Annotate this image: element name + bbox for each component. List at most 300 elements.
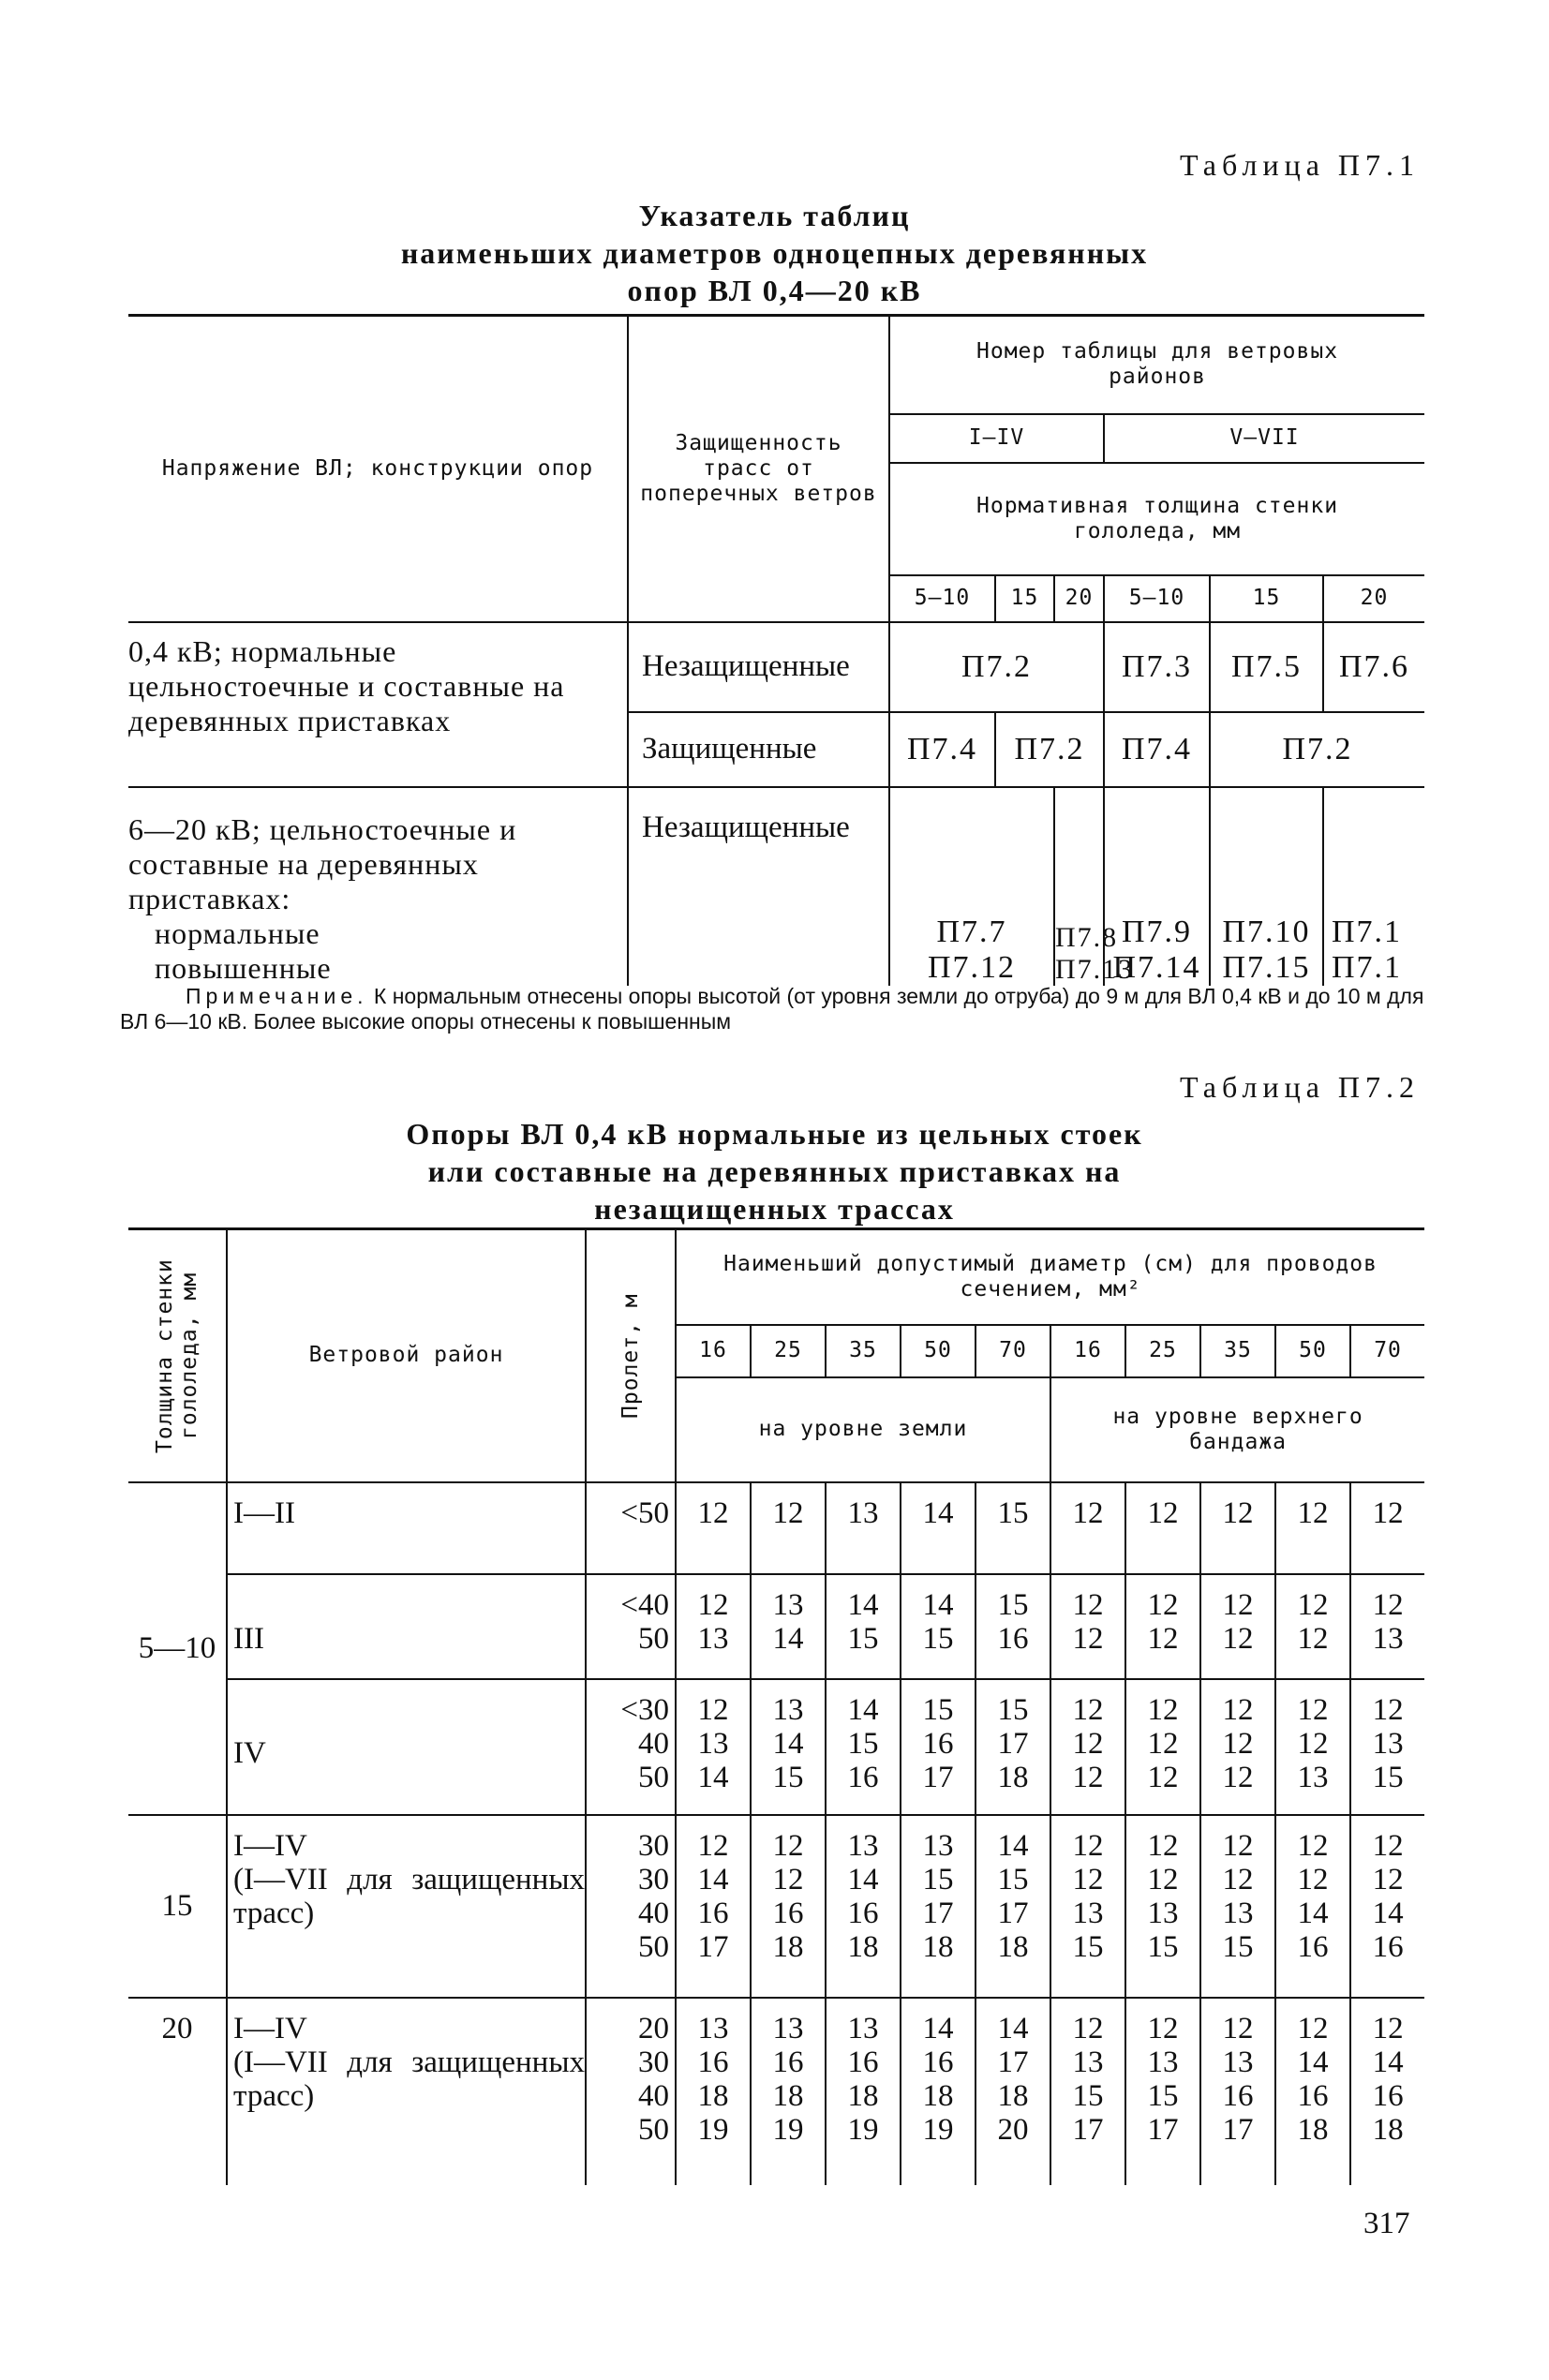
table-label: Таблица П7.1 xyxy=(1180,148,1420,182)
diameter-cell xyxy=(1200,1574,1275,1679)
span-value: <50 xyxy=(620,1495,669,1530)
table-ref-pair xyxy=(1054,787,1135,986)
diameter-value: 17 xyxy=(922,1760,954,1794)
diameter-value: 19 xyxy=(847,2112,879,2147)
diameter-value: 12 xyxy=(1297,1862,1329,1897)
diameter-cell xyxy=(826,1574,901,1679)
table-note xyxy=(120,984,1427,1034)
section-header: 70 xyxy=(976,1325,1050,1377)
diameter-cell xyxy=(1200,1998,1275,2185)
span-value: 40 xyxy=(638,1726,669,1761)
ice-value: 15 xyxy=(1210,575,1323,622)
diameter-value: 18 xyxy=(847,1929,879,1964)
diameter-cell xyxy=(751,1482,826,1574)
title-line: опор ВЛ 0,4—20 кВ xyxy=(627,274,922,307)
span-value: 30 xyxy=(638,2045,669,2079)
table-ref-pair xyxy=(1104,787,1210,986)
table-ref: П7.9 xyxy=(1121,914,1193,949)
span-value: 50 xyxy=(638,2112,669,2147)
diameter-value: 18 xyxy=(922,2078,954,2113)
diameter-value: 12 xyxy=(1072,1828,1104,1863)
header-region-a: I—IV xyxy=(889,414,1104,463)
diameter-value: 17 xyxy=(1147,2112,1179,2147)
region-cell xyxy=(227,1815,586,1998)
diameter-value: 16 xyxy=(1297,2078,1329,2113)
diameter-value: 12 xyxy=(1372,1587,1404,1622)
table-ref: П7.13 xyxy=(1055,953,1135,985)
diameter-value: 12 xyxy=(697,1587,729,1622)
table-ref: П7.8 xyxy=(1055,921,1119,953)
region-text: I—II xyxy=(233,1495,295,1530)
table-title xyxy=(0,1115,1549,1227)
group-text: 6—20 кВ; цельностоечные и составные на деревянных приставках: xyxy=(128,811,517,915)
section-header: 35 xyxy=(826,1325,901,1377)
diameter-value: 13 xyxy=(1072,1896,1104,1930)
diameter-value: 12 xyxy=(1147,1726,1179,1761)
diameter-value: 12 xyxy=(1072,1621,1104,1656)
diameter-value: 18 xyxy=(697,2078,729,2113)
diameter-value: 15 xyxy=(1372,1760,1404,1794)
span-value: 50 xyxy=(638,1621,669,1656)
diameter-value: 12 xyxy=(772,1862,804,1897)
diameter-value: 12 xyxy=(1072,1760,1104,1794)
region-cell xyxy=(227,1679,586,1815)
table-ref-pair xyxy=(889,787,1054,986)
diameter-cell xyxy=(901,1482,976,1574)
diameter-value: 16 xyxy=(847,1760,879,1794)
diameter-value: 17 xyxy=(997,1896,1029,1930)
diameter-value: 12 xyxy=(1147,1621,1179,1656)
diameter-value: 14 xyxy=(847,1862,879,1897)
diameter-value: 12 xyxy=(1147,1862,1179,1897)
section-header: 25 xyxy=(1125,1325,1200,1377)
diameter-cell xyxy=(901,1998,976,2185)
diameter-value: 16 xyxy=(1372,2078,1404,2113)
diameter-value: 15 xyxy=(922,1692,954,1727)
diameter-value: 18 xyxy=(772,2078,804,2113)
diameter-value: 18 xyxy=(1372,2112,1404,2147)
diameter-value: 12 xyxy=(1372,1692,1404,1727)
diameter-value: 18 xyxy=(1297,2112,1329,2147)
diameter-value: 15 xyxy=(1072,2078,1104,2113)
diameter-value: 15 xyxy=(772,1760,804,1794)
diameter-cell xyxy=(1050,1998,1125,2185)
diameter-value: 16 xyxy=(997,1621,1029,1656)
diameter-cell xyxy=(676,1998,751,2185)
diameter-cell xyxy=(1275,1998,1350,2185)
diameter-value: 16 xyxy=(1297,1929,1329,1964)
table-ref: П7.5 xyxy=(1210,622,1323,712)
table-row xyxy=(128,1574,1424,1679)
region-text: III xyxy=(233,1621,264,1656)
diameter-value: 16 xyxy=(1222,2078,1254,2113)
table-ref: П7.3 xyxy=(1104,622,1210,712)
diameter-cell xyxy=(1350,1482,1424,1574)
diameter-value: 12 xyxy=(1297,2011,1329,2045)
table-row xyxy=(128,1815,1424,1998)
header-bandage: на уровне верхнего бандажа xyxy=(1050,1377,1424,1482)
region-text: I—IV xyxy=(233,1828,307,1863)
diameter-cell xyxy=(1275,1679,1350,1815)
section-header: 70 xyxy=(1350,1325,1424,1377)
group-04kv: 0,4 кВ; нормальные цельностоечные и составные на деревянных приставках xyxy=(128,622,628,787)
diameter-value: 19 xyxy=(772,2112,804,2147)
diameter-cell xyxy=(1125,1679,1200,1815)
title-line: Опоры ВЛ 0,4 кВ нормальные из цельных стоек xyxy=(406,1117,1143,1151)
protection-unprotected: Незащищенные xyxy=(628,622,889,712)
header-ground: на уровне земли xyxy=(676,1377,1050,1482)
ice-value: 20 xyxy=(1323,575,1424,622)
diameter-value: 14 xyxy=(697,1862,729,1897)
diameter-value: 16 xyxy=(847,2045,879,2079)
diameter-value: 14 xyxy=(1372,1896,1404,1930)
region-text: I—IV xyxy=(233,2011,307,2045)
diameter-cell xyxy=(1125,1815,1200,1998)
diameter-cell xyxy=(826,1482,901,1574)
diameter-value: 15 xyxy=(997,1862,1029,1897)
diameter-value: 16 xyxy=(697,2045,729,2079)
diameter-cell xyxy=(901,1574,976,1679)
diameter-value: 13 xyxy=(772,1587,804,1622)
title-line: наименьших диаметров одноцепных деревянных xyxy=(400,236,1149,270)
span-value: 30 xyxy=(638,1828,669,1863)
span-cell xyxy=(586,1679,676,1815)
note-label: Примечание. xyxy=(186,984,368,1008)
subgroup-normal: нормальные xyxy=(155,915,320,950)
diameter-value: 13 xyxy=(1297,1760,1329,1794)
diameter-cell xyxy=(1050,1482,1125,1574)
diameter-value: 16 xyxy=(697,1896,729,1930)
diameter-value: 12 xyxy=(1222,1760,1254,1794)
diameter-value: 15 xyxy=(922,1621,954,1656)
region-text: (I—VII для защищенных трасс) xyxy=(233,2045,585,2113)
span-value: 30 xyxy=(638,1862,669,1897)
diameter-value: 17 xyxy=(922,1896,954,1930)
section-header: 35 xyxy=(1200,1325,1275,1377)
diameter-value: 12 xyxy=(1222,1862,1254,1897)
table-ref: П7.4 xyxy=(889,712,995,787)
diameter-cell xyxy=(976,1482,1050,1574)
table-ref: П7.6 xyxy=(1323,622,1424,712)
diameter-value: 12 xyxy=(1222,1587,1254,1622)
diameter-value: 13 xyxy=(922,1828,954,1863)
section-header: 50 xyxy=(1275,1325,1350,1377)
diameter-value: 13 xyxy=(1372,1726,1404,1761)
diameter-value: 18 xyxy=(997,2078,1029,2113)
diameter-value: 13 xyxy=(847,2011,879,2045)
diameter-value: 12 xyxy=(1297,1495,1329,1530)
diameter-value: 13 xyxy=(847,1828,879,1863)
span-cell xyxy=(586,1482,676,1574)
diameter-value: 18 xyxy=(997,1929,1029,1964)
diameter-cell xyxy=(901,1815,976,1998)
diameter-value: 12 xyxy=(1297,1726,1329,1761)
thickness-cell: 15 xyxy=(128,1815,227,1998)
diameter-value: 12 xyxy=(772,1828,804,1863)
table-row xyxy=(128,1679,1424,1815)
title-line: или составные на деревянных приставках на xyxy=(427,1154,1122,1188)
diameter-value: 12 xyxy=(1222,1828,1254,1863)
header-span-text: Пролет, м xyxy=(618,1292,643,1419)
diameter-value: 13 xyxy=(697,1726,729,1761)
diameter-cell xyxy=(1050,1574,1125,1679)
diameter-cell xyxy=(1125,1574,1200,1679)
diameter-cell xyxy=(1125,1482,1200,1574)
region-text: (I—VII для защищенных трасс) xyxy=(233,1862,585,1930)
diameter-value: 15 xyxy=(847,1726,879,1761)
diameter-value: 15 xyxy=(1147,1929,1179,1964)
span-cell xyxy=(586,1815,676,1998)
diameter-value: 17 xyxy=(1222,2112,1254,2147)
protection-protected: Защищенные xyxy=(628,712,889,787)
diameter-value: 16 xyxy=(772,1896,804,1930)
header-region: Ветровой район xyxy=(227,1229,586,1482)
diameter-value: 14 xyxy=(772,1726,804,1761)
diameter-value: 12 xyxy=(1222,1621,1254,1656)
diameter-value: 12 xyxy=(1372,1495,1404,1530)
diameter-cell xyxy=(976,1815,1050,1998)
diameter-value: 13 xyxy=(772,2011,804,2045)
diameter-value: 17 xyxy=(1072,2112,1104,2147)
diameter-value: 12 xyxy=(1147,2011,1179,2045)
diameter-cell xyxy=(751,1574,826,1679)
diameter-value: 14 xyxy=(922,1587,954,1622)
diameter-value: 12 xyxy=(1222,1495,1254,1530)
table-row xyxy=(128,1998,1424,2185)
note-text: К нормальным отнесены опоры высотой (от уровня земли до отруба) до 9 м для ВЛ 0,4 кВ и до 10 м для ВЛ 6—10 кВ. Более высокие опоры отнесены к повышенным xyxy=(120,984,1424,1034)
diameter-value: 18 xyxy=(922,1929,954,1964)
diameter-value: 13 xyxy=(1222,2045,1254,2079)
diameter-value: 18 xyxy=(772,1929,804,1964)
diameter-value: 16 xyxy=(922,1726,954,1761)
span-value: <40 xyxy=(620,1587,669,1622)
diameter-value: 14 xyxy=(1297,2045,1329,2079)
diameter-value: 12 xyxy=(1147,1587,1179,1622)
diameter-cell xyxy=(1050,1679,1125,1815)
region-cell xyxy=(227,1482,586,1574)
diameter-value: 12 xyxy=(1147,1760,1179,1794)
diameter-value: 13 xyxy=(697,2011,729,2045)
diameter-value: 12 xyxy=(1072,1692,1104,1727)
diameter-value: 13 xyxy=(1222,1896,1254,1930)
diameter-value: 17 xyxy=(997,1726,1029,1761)
header-diameter: Наименьший допустимый диаметр (см) для проводов сечением, мм² xyxy=(676,1229,1424,1325)
diameter-cell xyxy=(751,1679,826,1815)
table-ref: П7.12 xyxy=(927,949,1017,985)
diameter-value: 19 xyxy=(922,2112,954,2147)
diameter-cell xyxy=(976,1998,1050,2185)
protection-unprotected: Незащищенные xyxy=(628,787,889,986)
diameter-cell xyxy=(826,1998,901,2185)
diameter-value: 12 xyxy=(1072,1862,1104,1897)
diameter-cell xyxy=(1125,1998,1200,2185)
table-ref: П7.7 xyxy=(936,914,1007,949)
diameter-value: 14 xyxy=(1372,2045,1404,2079)
table-title xyxy=(0,197,1549,309)
diameter-cell xyxy=(751,1815,826,1998)
diameter-cell xyxy=(1200,1679,1275,1815)
header-thickness-text: Толщина стенки гололеда, мм xyxy=(153,1257,201,1453)
diameter-value: 14 xyxy=(997,2011,1029,2045)
region-cell xyxy=(227,1574,586,1679)
diameter-cell xyxy=(1350,1679,1424,1815)
diameter-value: 13 xyxy=(697,1621,729,1656)
diameter-value: 12 xyxy=(1147,1828,1179,1863)
diameter-value: 12 xyxy=(1147,1495,1179,1530)
diameter-value: 15 xyxy=(922,1862,954,1897)
diameter-value: 14 xyxy=(772,1621,804,1656)
diameter-cell xyxy=(1350,1815,1424,1998)
diameter-value: 12 xyxy=(1072,1495,1104,1530)
table-ref-pair xyxy=(1210,787,1323,986)
diameter-value: 15 xyxy=(997,1587,1029,1622)
diameter-value: 12 xyxy=(1372,2011,1404,2045)
diameter-value: 12 xyxy=(1147,1692,1179,1727)
diameter-cell xyxy=(1350,1574,1424,1679)
diameter-value: 17 xyxy=(997,2045,1029,2079)
diameter-value: 17 xyxy=(697,1929,729,1964)
diameter-value: 12 xyxy=(1072,1587,1104,1622)
diameter-value: 15 xyxy=(1072,1929,1104,1964)
diameter-value: 12 xyxy=(1372,1862,1404,1897)
diameter-value: 14 xyxy=(1297,1896,1329,1930)
diameter-cell xyxy=(676,1815,751,1998)
diameter-cell xyxy=(976,1679,1050,1815)
diameter-value: 12 xyxy=(697,1692,729,1727)
diameter-value: 13 xyxy=(847,1495,879,1530)
ice-value: 5—10 xyxy=(889,575,995,622)
diameter-value: 13 xyxy=(1372,1621,1404,1656)
table-ref: П7.2 xyxy=(995,712,1104,787)
span-value: 40 xyxy=(638,2078,669,2113)
diameter-cell xyxy=(1275,1815,1350,1998)
diameter-cell xyxy=(976,1574,1050,1679)
diameter-value: 12 xyxy=(1372,1828,1404,1863)
table-row xyxy=(128,1482,1424,1574)
diameter-cell xyxy=(676,1679,751,1815)
diameter-value: 16 xyxy=(772,2045,804,2079)
thickness-cell: 20 xyxy=(128,1998,227,2185)
diameter-cell xyxy=(1350,1998,1424,2185)
span-value: 50 xyxy=(638,1760,669,1794)
diameter-cell xyxy=(826,1679,901,1815)
region-text: IV xyxy=(233,1736,266,1770)
diameter-value: 16 xyxy=(1372,1929,1404,1964)
diameter-cell xyxy=(901,1679,976,1815)
diameter-cell xyxy=(676,1482,751,1574)
diameter-value: 18 xyxy=(847,2078,879,2113)
diameter-value: 16 xyxy=(847,1896,879,1930)
span-cell xyxy=(586,1574,676,1679)
diameter-value: 16 xyxy=(922,2045,954,2079)
diameter-value: 12 xyxy=(1072,1726,1104,1761)
span-value: <30 xyxy=(620,1692,669,1727)
thickness-cell: 5—10 xyxy=(138,1631,216,1665)
diameter-value: 15 xyxy=(847,1621,879,1656)
diameter-cell xyxy=(751,1998,826,2185)
table-ref: П7.1 xyxy=(1332,914,1403,949)
header-protection: Защищенность трасс от поперечных ветров xyxy=(628,316,889,622)
diameter-value: 12 xyxy=(1297,1692,1329,1727)
diameter-value: 15 xyxy=(997,1495,1029,1530)
diameter-value: 14 xyxy=(997,1828,1029,1863)
diameter-cell xyxy=(826,1815,901,1998)
diameter-value: 12 xyxy=(772,1495,804,1530)
table-ref: П7.2 xyxy=(889,622,1104,712)
region-cell xyxy=(227,1998,586,2185)
table-ref: П7.15 xyxy=(1222,949,1311,985)
diameter-cell xyxy=(676,1574,751,1679)
ice-value: 15 xyxy=(995,575,1054,622)
subgroup-high: повышенные xyxy=(155,950,332,985)
diameter-value: 12 xyxy=(1297,1828,1329,1863)
diameter-value: 14 xyxy=(922,2011,954,2045)
table-ref: П7.10 xyxy=(1222,914,1311,949)
index-table xyxy=(128,314,1424,986)
page-number: 317 xyxy=(1363,2207,1410,2240)
diameter-cell xyxy=(1275,1574,1350,1679)
diameter-value: 14 xyxy=(922,1495,954,1530)
section-header: 16 xyxy=(676,1325,751,1377)
diameter-cell xyxy=(1200,1482,1275,1574)
diameter-value: 15 xyxy=(1147,2078,1179,2113)
diameter-value: 15 xyxy=(1222,1929,1254,1964)
table-ref: П7.2 xyxy=(1210,712,1424,787)
section-header: 50 xyxy=(901,1325,976,1377)
diameter-value: 14 xyxy=(847,1692,879,1727)
diameter-value: 20 xyxy=(997,2112,1029,2147)
table-label: Таблица П7.2 xyxy=(1180,1070,1420,1104)
ice-value: 5—10 xyxy=(1104,575,1210,622)
diameter-value: 13 xyxy=(772,1692,804,1727)
diameter-value: 12 xyxy=(1222,1692,1254,1727)
table-ref: П7.1 xyxy=(1332,949,1403,985)
header-region-b: V—VII xyxy=(1104,414,1424,463)
diameter-value: 12 xyxy=(1297,1621,1329,1656)
header-table-number: Номер таблицы для ветровых районов xyxy=(889,316,1424,414)
header-span xyxy=(586,1229,676,1482)
span-value: 20 xyxy=(638,2011,669,2045)
diameter-value: 12 xyxy=(697,1828,729,1863)
diameter-cell xyxy=(1050,1815,1125,1998)
diameter-cell xyxy=(1200,1815,1275,1998)
diameter-value: 12 xyxy=(1072,2011,1104,2045)
group-6-20kv xyxy=(128,787,628,986)
table-ref: П7.4 xyxy=(1104,712,1210,787)
span-cell xyxy=(586,1998,676,2185)
span-value: 50 xyxy=(638,1929,669,1964)
header-thickness xyxy=(128,1229,227,1482)
diameter-value: 12 xyxy=(1222,1726,1254,1761)
diameter-value: 14 xyxy=(847,1587,879,1622)
section-header: 16 xyxy=(1050,1325,1125,1377)
diameter-value: 14 xyxy=(697,1760,729,1794)
table-ref: П7.14 xyxy=(1112,949,1201,985)
diameter-value: 19 xyxy=(697,2112,729,2147)
diameter-value: 15 xyxy=(997,1692,1029,1727)
table-ref-pair xyxy=(1323,787,1424,986)
header-ice: Нормативная толщина стенки гололеда, мм xyxy=(889,463,1424,575)
title-line: Указатель таблиц xyxy=(638,199,911,232)
diameter-value: 12 xyxy=(1297,1587,1329,1622)
diameter-value: 13 xyxy=(1147,1896,1179,1930)
diameter-value: 18 xyxy=(997,1760,1029,1794)
section-header: 25 xyxy=(751,1325,826,1377)
diameter-value: 12 xyxy=(1222,2011,1254,2045)
diameter-value: 12 xyxy=(697,1495,729,1530)
ice-value: 20 xyxy=(1054,575,1104,622)
diameter-cell xyxy=(1275,1482,1350,1574)
